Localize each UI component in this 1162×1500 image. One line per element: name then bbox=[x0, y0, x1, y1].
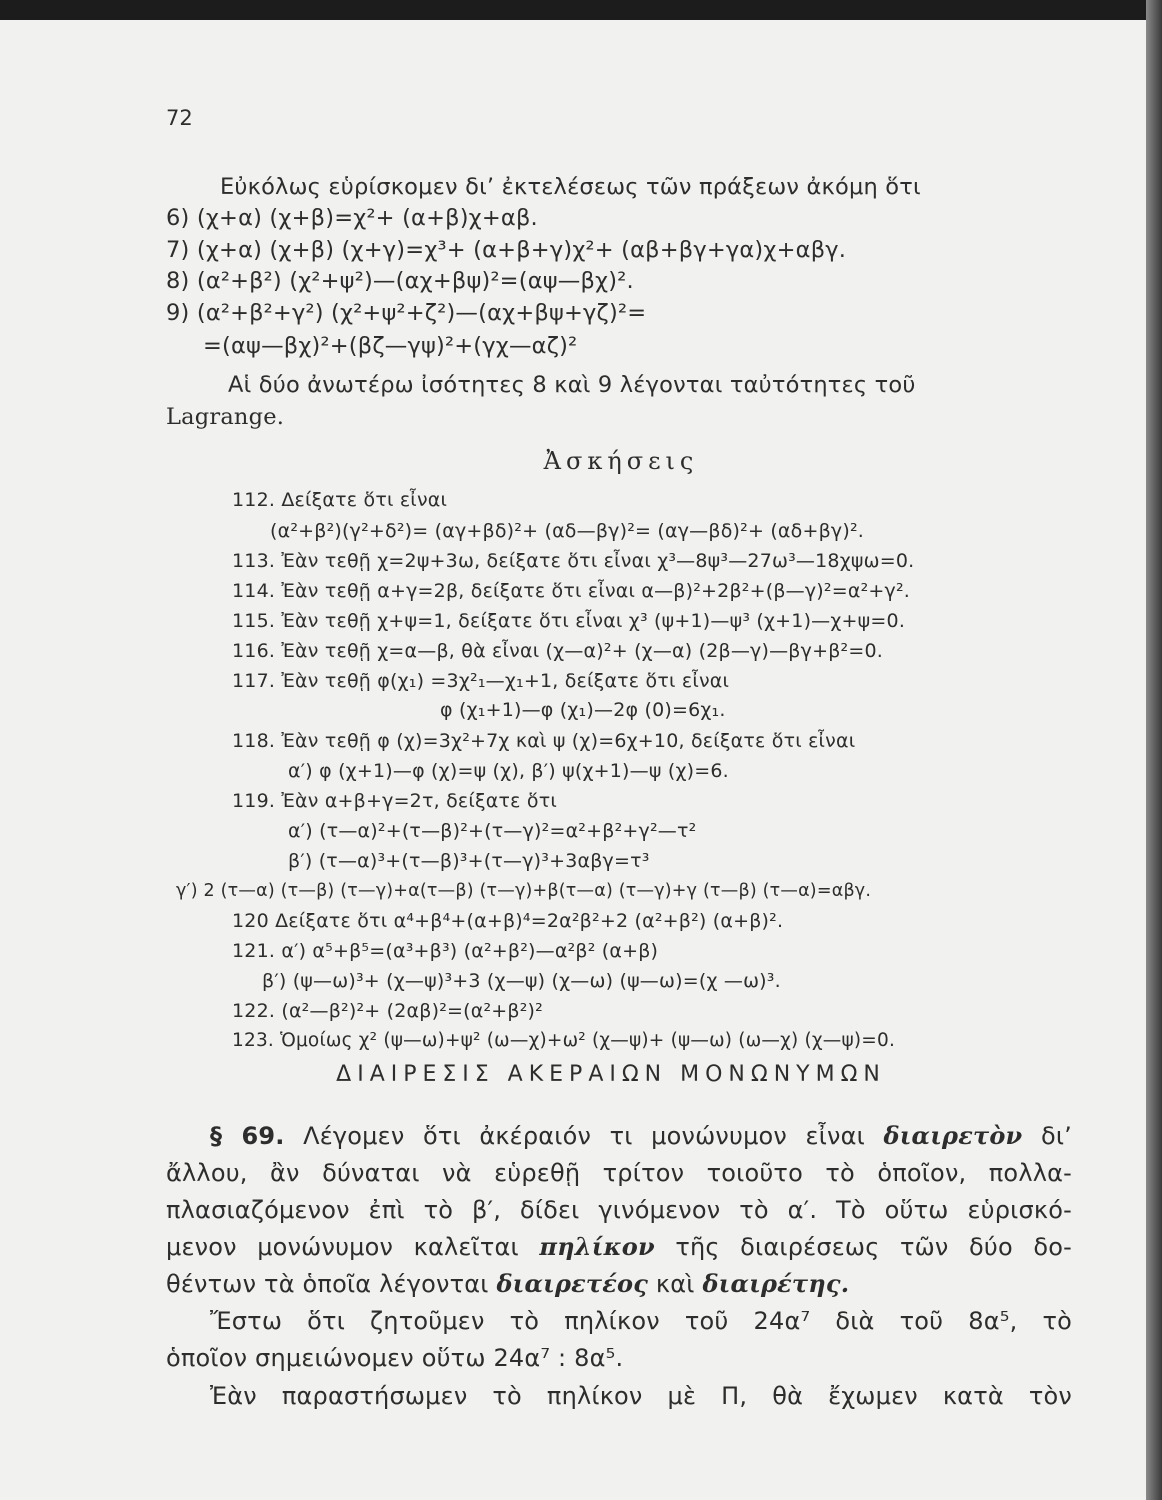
section-para-line-6: Ἔστω ὅτι ζητοῦμεν τὸ πηλίκον τοῦ 24α⁷ διὰ τοῦ 8α⁵, τὸ bbox=[210, 1307, 1072, 1335]
section-para-line-3: πλασιαζόμενον ἐπὶ τὸ β′, δίδει γινόμενον τὸ α′. Τὸ οὕτω εὑρισκό- bbox=[166, 1196, 1072, 1224]
term-divisible: διαιρετὸν bbox=[883, 1121, 1023, 1150]
section-number: § 69. bbox=[210, 1122, 285, 1150]
term-quotient: πηλίκον bbox=[539, 1232, 655, 1261]
identity-9: 9) (α²+β²+γ²) (χ²+ψ²+ζ²)—(αχ+βψ+γζ)²= bbox=[166, 300, 647, 326]
intro-remark-cont: Lagrange. bbox=[166, 404, 285, 430]
exercise-123: 123. Ὁμοίως χ² (ψ—ω)+ψ² (ω—χ)+ω² (χ—ψ)+ (ψ—ω) (ω—χ) (χ—ψ)=0. bbox=[232, 1030, 896, 1051]
exercise-116: 116. Ἐὰν τεθῇ χ=α—β, θὰ εἶναι (χ—α)²+ (χ—α) (2β—γ)—βγ+β²=0. bbox=[232, 640, 883, 662]
identity-6: 6) (χ+α) (χ+β)=χ²+ (α+β)χ+αβ. bbox=[166, 205, 538, 231]
identity-8: 8) (α²+β²) (χ²+ψ²)—(αχ+βψ)²=(αψ—βχ)². bbox=[166, 268, 634, 294]
exercise-112: 112. Δείξατε ὅτι εἶναι bbox=[232, 489, 448, 511]
section-para-line-2: ἄλλου, ἂν δύναται νὰ εὑρεθῇ τρίτον τοιοῦτο τὸ ὁποῖον, πολλα- bbox=[166, 1159, 1072, 1187]
exercise-119-a: α′) (τ—α)²+(τ—β)²+(τ—γ)²=α²+β²+γ²—τ² bbox=[288, 820, 697, 842]
page-number: 72 bbox=[166, 106, 193, 130]
intro-line: Εὐκόλως εὑρίσκομεν δι’ ἐκτελέσεως τῶν πράξεων ἀκόμη ὅτι bbox=[220, 174, 921, 200]
term-divisor: διαιρέτης. bbox=[702, 1269, 850, 1298]
exercise-122: 122. (α²—β²)²+ (2αβ)²=(α²+β²)² bbox=[232, 1000, 543, 1022]
exercise-117-formula: φ (χ₁+1)—φ (χ₁)—2φ (0)=6χ₁. bbox=[440, 699, 726, 721]
section-para-line-4: μενον μονώνυμον καλεῖται πηλίκον τῆς διαιρέσεως τῶν δύο δο- bbox=[166, 1232, 1072, 1261]
exercise-119-c: γ′) 2 (τ—α) (τ—β) (τ—γ)+α(τ—β) (τ—γ)+β(τ—α) (τ—γ)+γ (τ—β) (τ—α)=αβγ. bbox=[176, 881, 872, 901]
scan-right-border bbox=[1146, 0, 1162, 1500]
exercise-121-b: β′) (ψ—ω)³+ (χ—ψ)³+3 (χ—ψ) (χ—ω) (ψ—ω)=(χ —ω)³. bbox=[262, 970, 781, 992]
exercise-115: 115. Ἐὰν τεθῇ χ+ψ=1, δείξατε ὅτι εἶναι χ³ (ψ+1)—ψ³ (χ+1)—χ+ψ=0. bbox=[232, 610, 906, 632]
exercise-117: 117. Ἐὰν τεθῇ φ(χ₁) =3χ²₁—χ₁+1, δείξατε ὅτι εἶναι bbox=[232, 670, 730, 692]
exercise-119-b: β′) (τ—α)³+(τ—β)³+(τ—γ)³+3αβγ=τ³ bbox=[288, 850, 650, 872]
division-heading: ΔΙΑΙΡΕΣΙΣ ΑΚΕΡΑΙΩΝ ΜΟΝΩΝΥΜΩΝ bbox=[336, 1062, 886, 1087]
exercise-118: 118. Ἐὰν τεθῇ φ (χ)=3χ²+7χ καὶ ψ (χ)=6χ+10, δείξατε ὅτι εἶναι bbox=[232, 730, 856, 752]
identity-7: 7) (χ+α) (χ+β) (χ+γ)=χ³+ (α+β+γ)χ²+ (αβ+βγ+γα)χ+αβγ. bbox=[166, 237, 847, 263]
exercise-120: 120 Δείξατε ὅτι α⁴+β⁴+(α+β)⁴=2α²β²+2 (α²+β²) (α+β)². bbox=[232, 910, 784, 932]
section-para-line-1: § 69. Λέγομεν ὅτι ἀκέραιόν τι μονώνυμον εἶναι διαιρετὸν δι’ bbox=[210, 1121, 1072, 1150]
section-para-line-7: ὁποῖον σημειώνομεν οὕτω 24α⁷ : 8α⁵. bbox=[166, 1344, 624, 1372]
exercise-114: 114. Ἐὰν τεθῇ α+γ=2β, δείξατε ὅτι εἶναι α—β)²+2β²+(β—γ)²=α²+γ². bbox=[232, 580, 911, 602]
exercise-119: 119. Ἐὰν α+β+γ=2τ, δείξατε ὅτι bbox=[232, 790, 557, 812]
intro-remark: Αἱ δύο ἀνωτέρω ἰσότητες 8 καὶ 9 λέγονται ταὐτότητες τοῦ bbox=[228, 372, 916, 398]
identity-9-cont: =(αψ—βχ)²+(βζ—γψ)²+(γχ—αζ)² bbox=[203, 333, 578, 359]
section-para-line-5: θέντων τὰ ὁποῖα λέγονται διαιρετέος καὶ διαιρέτης. bbox=[166, 1269, 850, 1298]
exercise-112-formula: (α²+β²)(γ²+δ²)= (αγ+βδ)²+ (αδ—βγ)²= (αγ—βδ)²+ (αδ+βγ)². bbox=[270, 520, 865, 542]
exercises-heading: Ἀσκήσεις bbox=[543, 447, 699, 475]
scan-top-border bbox=[0, 0, 1162, 20]
exercise-113: 113. Ἐὰν τεθῇ χ=2ψ+3ω, δείξατε ὅτι εἶναι χ³—8ψ³—27ω³—18χψω=0. bbox=[232, 550, 915, 572]
exercise-121-a: 121. α′) α⁵+β⁵=(α³+β³) (α²+β²)—α²β² (α+β) bbox=[232, 940, 659, 962]
term-dividend: διαιρετέος bbox=[496, 1269, 649, 1298]
exercise-118-parts: α′) φ (χ+1)—φ (χ)=ψ (χ), β′) ψ(χ+1)—ψ (χ)=6. bbox=[288, 760, 729, 782]
section-para-line-8: Ἐὰν παραστήσωμεν τὸ πηλίκον μὲ Π, θὰ ἔχωμεν κατὰ τὸν bbox=[210, 1382, 1072, 1410]
